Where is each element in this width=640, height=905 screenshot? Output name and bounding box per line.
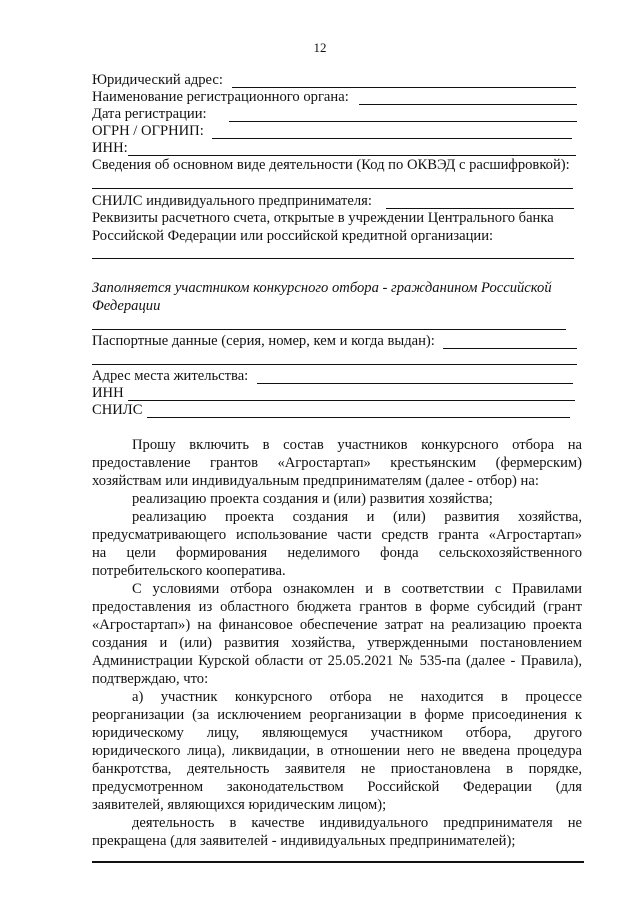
- body-line: подтверждаю, что:: [92, 671, 209, 687]
- okved-line[interactable]: [92, 188, 573, 189]
- body-line: предоставления из областного бюджета грантов в форме субсидий (грант: [92, 599, 582, 615]
- passport-label: Паспортные данные (серия, номер, кем и когда выдан):: [92, 333, 435, 349]
- body-line: реализацию проекта создания и (или) развития хозяйства;: [132, 491, 493, 507]
- registration-authority-line[interactable]: [359, 104, 577, 105]
- body-line: банкротства, деятельность заявителя не приостановлена в порядке,: [92, 761, 582, 777]
- body-line: «Агростартап») на финансовое обеспечение затрат на реализацию проекта: [92, 617, 582, 633]
- snils-citizen-label: СНИЛС: [92, 402, 143, 418]
- ogrn-label: ОГРН / ОГРНИП:: [92, 123, 204, 139]
- body-line: реализацию проекта создания и (или) развития хозяйства,: [132, 509, 582, 525]
- body-line: а) участник конкурсного отбора не находится в процессе: [132, 689, 582, 705]
- body-line: юридического лица), ликвидации, в отношении него не введена процедура: [92, 743, 582, 759]
- page-number: 12: [313, 40, 327, 55]
- ogrn-line[interactable]: [212, 138, 572, 139]
- registration-date-label: Дата регистрации:: [92, 106, 207, 122]
- legal-address-line[interactable]: [232, 87, 576, 88]
- body-line: предусматривающего использование части средств гранта «Агростартап»: [92, 527, 582, 543]
- body-line: Прошу включить в состав участников конкурсного отбора на: [132, 437, 582, 453]
- bank-details-line[interactable]: [92, 258, 574, 259]
- legal-address-label: Юридический адрес:: [92, 72, 223, 88]
- residence-address-label: Адрес места жительства:: [92, 368, 249, 384]
- inn-company-label: ИНН:: [92, 140, 128, 156]
- snils-ip-label: СНИЛС индивидуального предпринимателя:: [92, 193, 372, 209]
- citizen-heading-line2: Федерации: [92, 298, 161, 314]
- body-line: потребительского кооператива.: [92, 563, 286, 579]
- snils-citizen-line[interactable]: [147, 417, 570, 418]
- citizen-heading-line1: Заполняется участником конкурсного отбора - гражданином Российской: [92, 280, 552, 296]
- body-line: предоставление грантов «Агростартап» крестьянским (фермерским): [92, 455, 582, 471]
- body-line: на цели формирования неделимого фонда сельскохозяйственного: [92, 545, 582, 561]
- body-line: Администрации Курской области от 25.05.2021 № 535-па (далее - Правила),: [92, 653, 582, 669]
- inn-citizen-label: ИНН: [92, 385, 124, 401]
- body-line: реорганизации (за исключением реорганизации в форме присоединения к: [92, 707, 582, 723]
- body-line: юридическому лицу, являющемуся участником отбора, другого: [92, 725, 582, 741]
- body-line: создания и (или) развития хозяйства, утвержденными постановлением: [92, 635, 582, 651]
- snils-ip-line[interactable]: [386, 208, 574, 209]
- registration-authority-label: Наименование регистрационного органа:: [92, 89, 349, 105]
- inn-company-line[interactable]: [128, 155, 576, 156]
- bottom-rule: [92, 861, 584, 863]
- body-line: деятельность в качестве индивидуального предпринимателя не: [132, 815, 582, 831]
- body-line: прекращена (для заявителей - индивидуальных предпринимателей);: [92, 833, 516, 849]
- bank-details-line1: Реквизиты расчетного счета, открытые в учреждении Центрального банка: [92, 210, 554, 226]
- registration-date-line[interactable]: [229, 121, 577, 122]
- citizen-blank-line[interactable]: [92, 329, 566, 330]
- passport-line-2[interactable]: [92, 364, 577, 365]
- inn-citizen-line[interactable]: [128, 400, 575, 401]
- okved-label: Сведения об основном виде деятельности (Код по ОКВЭД с расшифровкой):: [92, 157, 570, 173]
- passport-line[interactable]: [443, 348, 577, 349]
- body-line: С условиями отбора ознакомлен и в соответствии с Правилами: [132, 581, 582, 597]
- body-line: предусмотренном законодательством Российской Федерации (для: [92, 779, 582, 795]
- bank-details-line2: Российской Федерации или российской кредитной организации:: [92, 228, 494, 244]
- body-line: хозяйствам или индивидуальным предпринимателям (далее - отбор) на:: [92, 473, 539, 489]
- body-line: заявителей, являющихся юридическим лицом);: [92, 797, 387, 813]
- residence-address-line[interactable]: [257, 383, 573, 384]
